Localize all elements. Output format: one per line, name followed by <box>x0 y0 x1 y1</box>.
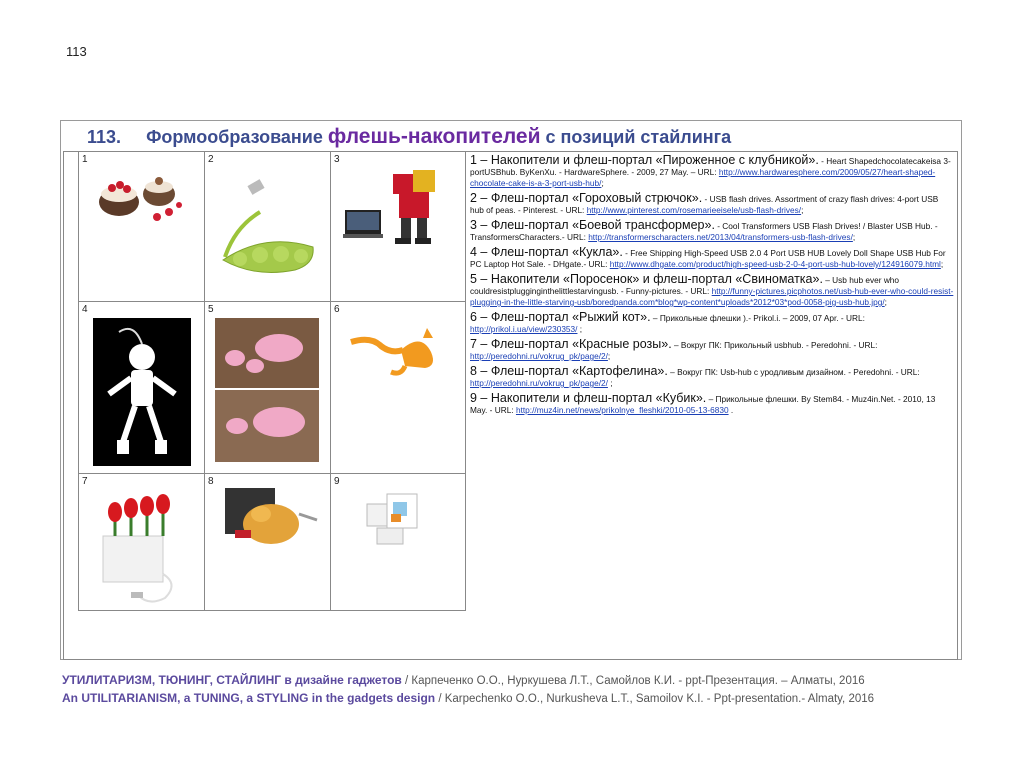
roses-hub-image <box>79 474 204 610</box>
reference-4: 4 – Флеш-портал «Кукла». - Free Shipping High-Speed USB 2.0 4 Port USB HUB Lovely Doll Shape USB Hub For PC Laptop Hot Sale. - DHgate.- URL: http://www.dhgate.com/product/high-speed-usb-2-0-4-port-usb-hub-lovely/124916079.html; <box>470 245 946 269</box>
reference-3: 3 – Флеш-портал «Боевой трансформер». - Cool Transformers USB Flash Drives! / Blaster USB Hub. - TransformersCharacters.- URL: http://transformerscharacters.net/2013/04/transformers-usb-flash-drives/; <box>470 218 938 242</box>
cell-number: 7 <box>82 476 88 487</box>
reference-link[interactable]: http://www.pinterest.com/rosemarieeisele/usb-flash-drives/ <box>586 205 802 215</box>
title-number: 113. <box>87 127 122 147</box>
reference-7: 7 – Флеш-портал «Красные розы». – Вокруг ПК: Прикольный usbhub. - Peredohni. - URL: http://peredohni.ru/vokrug_pk/page/2/; <box>470 337 878 361</box>
cell-number: 6 <box>334 304 340 315</box>
reference-6: 6 – Флеш-портал «Рыжий кот». – Прикольные флешки ).- Prikol.i. – 2009, 07 Apr. - URL: http://prikol.i.ua/view/230353/ ; <box>470 310 865 334</box>
image-cell-8 <box>204 473 331 611</box>
pea-hub-image <box>205 152 330 301</box>
reference-link[interactable]: http://transformerscharacters.net/2013/04/transformers-usb-flash-drives/ <box>588 232 853 242</box>
title-part3: с позиций стайлинга <box>545 127 732 147</box>
footer-line-2: An UTILITARIANISM, a TUNING, a STYLING in the gadgets design / Karpechenko O.O., Nurkusheva L.T., Samoilov K.I. - Ppt-presentation.- Almaty, 2016 <box>62 691 875 705</box>
image-cell-7 <box>78 473 205 611</box>
reference-8: 8 – Флеш-портал «Картофелина». – Вокруг ПК: Usb-hub с уродливым дизайном. - Peredohni. - URL: http://peredohni.ru/vokrug_pk/page/2/ ; <box>470 364 920 388</box>
cell-number: 5 <box>208 304 214 315</box>
reference-5: 5 – Накопители «Поросенок» и флеш-портал «Свиноматка». – Usb hub ever who couldresistplugginginthelittlestarvingusb. - Funny-pictures. - URL: http://funny-pictures.picphotos.net/usb-hub-ever-who-could-resist-plugging-in-the-little-starving-usb/boredpanda.com*blog*wp-content*uploads*2012*03*pod-0058-pig-usb-hub.jpg/; <box>470 272 954 307</box>
image-cell-1 <box>78 151 205 302</box>
image-cell-2 <box>204 151 331 302</box>
footer <box>62 672 874 708</box>
transformer-hub-image <box>331 152 465 301</box>
cell-number: 3 <box>334 154 340 165</box>
reference-link[interactable]: http://peredohni.ru/vokrug_pk/page/2/ <box>470 378 608 388</box>
reference-link[interactable]: http://funny-pictures.picphotos.net/usb-hub-ever-who-could-resist-plugging-in-the-little-starving-usb/boredpanda.com*blog*wp-content*uploads*2012*03*pod-0058-pig-usb-hub.jpg/ <box>470 286 954 307</box>
cell-number: 4 <box>82 304 88 315</box>
slide <box>60 120 962 660</box>
image-cell-4 <box>78 301 205 474</box>
doll-hub-image <box>79 302 204 473</box>
cake-hub-image <box>79 152 204 301</box>
reference-1: 1 – Накопители и флеш-портал «Пироженное с клубникой». - Heart Shapedchocolatecakeisa 3-portUSBhub. ByKenXu. - HardwareSphere. - 2009, 27 May. – URL: http://www.hardwaresphere.com/2009/05/27/heart-shaped-chocolate-cake-is-a-3-port-usb-hub/; <box>470 153 951 188</box>
reference-link[interactable]: http://www.dhgate.com/product/high-speed-usb-2-0-4-port-usb-hub-lovely/124916079.html <box>609 259 941 269</box>
title-part1: Формообразование <box>146 127 323 147</box>
reference-9: 9 – Накопители и флеш-портал «Кубик». – Прикольные флешки. By Stem84. - Muz4in.Net. - 2010, 13 May. - URL: http://muz4in.net/news/prikolnye_fleshki/2010-05-13-6830 . <box>470 391 936 415</box>
cell-number: 1 <box>82 154 88 165</box>
pig-hub-image <box>205 302 330 473</box>
cell-number: 9 <box>334 476 340 487</box>
image-cell-6 <box>330 301 466 474</box>
reference-link[interactable]: http://muz4in.net/news/prikolnye_fleshki/2010-05-13-6830 <box>515 405 729 415</box>
image-cell-5 <box>204 301 331 474</box>
cat-drive-image <box>331 302 465 473</box>
cell-number: 8 <box>208 476 214 487</box>
potato-hub-image <box>205 474 330 610</box>
cell-number: 2 <box>208 154 214 165</box>
references-list <box>470 153 954 418</box>
title-part2: флешь-накопителей <box>327 125 541 148</box>
footer-line-1: УТИЛИТАРИЗМ, ТЮНИНГ, СТАЙЛИНГ в дизайне гаджетов / Карпеченко О.О., Нуркушева Л.Т., Самойлов К.И. - ppt-Презентация. – Алматы, 2016 <box>62 673 865 687</box>
page-number: 113 <box>66 44 87 59</box>
image-cell-3 <box>330 151 466 302</box>
reference-link[interactable]: http://prikol.i.ua/view/230353/ <box>470 324 578 334</box>
reference-link[interactable]: http://www.hardwaresphere.com/2009/05/27/heart-shaped-chocolate-cake-is-a-3-port-usb-hub/ <box>470 167 936 188</box>
cube-drive-image <box>331 474 465 610</box>
reference-link[interactable]: http://peredohni.ru/vokrug_pk/page/2/ <box>470 351 608 361</box>
image-cell-9 <box>330 473 466 611</box>
slide-title <box>87 125 731 149</box>
reference-2: 2 – Флеш-портал «Гороховый стрючок». - USB flash drives. Assortment of crazy flash drives: 4-port USB hub of peas. - Pinterest. - URL: http://www.pinterest.com/rosemarieeisele/usb-flash-drives/; <box>470 191 939 215</box>
